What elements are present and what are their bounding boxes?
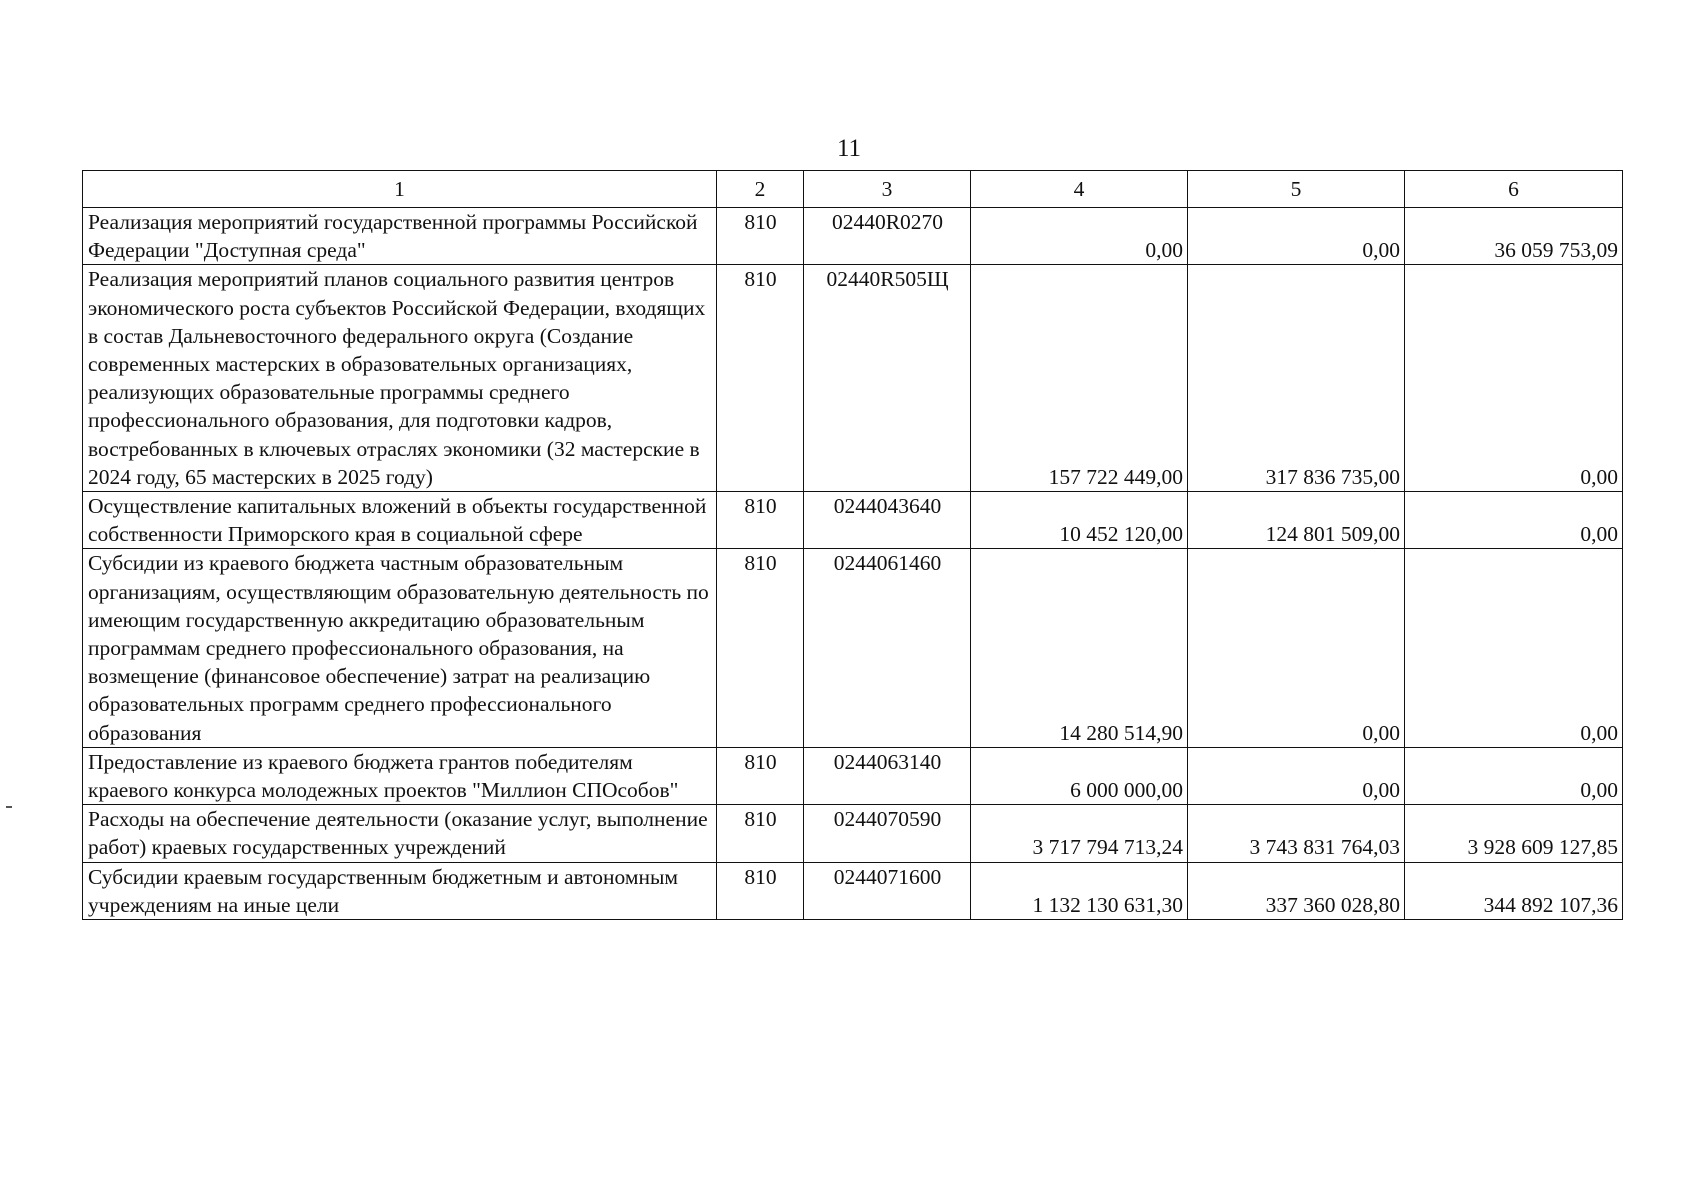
row-value-5: 124 801 509,00 <box>1188 492 1405 549</box>
table-header <box>83 171 1623 208</box>
table-row <box>83 265 1623 492</box>
row-code: 02440R505Щ <box>804 265 971 492</box>
row-ministry: 810 <box>717 549 804 747</box>
row-code: 02440R0270 <box>804 208 971 265</box>
row-value-4: 6 000 000,00 <box>971 747 1188 804</box>
row-ministry: 810 <box>717 747 804 804</box>
row-value-5: 0,00 <box>1188 549 1405 747</box>
row-name: Предоставление из краевого бюджета грантов победителям краевого конкурса молодежных проектов "Миллион СПОсобов" <box>83 747 717 804</box>
row-value-6: 344 892 107,36 <box>1405 862 1623 919</box>
row-ministry: 810 <box>717 265 804 492</box>
row-value-5: 0,00 <box>1188 747 1405 804</box>
row-value-6: 0,00 <box>1405 747 1623 804</box>
table-row <box>83 492 1623 549</box>
column-header-4: 4 <box>971 171 1188 208</box>
row-name: Реализация мероприятий планов социального развития центров экономического роста субъектов Российской Федерации, входящих в состав Дальневосточного федерального округа (Создание современных мастерских в образовательных организациях, реализующих образовательные программы среднего профессионального образования, для подготовки кадров, востребованных в ключевых отраслях экономики (32 мастерские в 2024 году, 65 мастерских в 2025 году) <box>83 265 717 492</box>
row-value-4: 10 452 120,00 <box>971 492 1188 549</box>
table-row <box>83 862 1623 919</box>
row-name: Субсидии краевым государственным бюджетным и автономным учреждениям на иные цели <box>83 862 717 919</box>
table-row <box>83 805 1623 862</box>
row-value-5: 317 836 735,00 <box>1188 265 1405 492</box>
row-name: Субсидии из краевого бюджета частным образовательным организациям, осуществляющим образовательную деятельность по имеющим государственную аккредитацию образовательным программам среднего профессионального образования, на возмещение (финансовое обеспечение) затрат на реализацию образовательных программ среднего профессионального образования <box>83 549 717 747</box>
column-header-6: 6 <box>1405 171 1623 208</box>
row-value-5: 3 743 831 764,03 <box>1188 805 1405 862</box>
row-name: Расходы на обеспечение деятельности (оказание услуг, выполнение работ) краевых государственных учреждений <box>83 805 717 862</box>
table-body <box>83 208 1623 920</box>
row-name: Реализация мероприятий государственной программы Российской Федерации "Доступная среда" <box>83 208 717 265</box>
row-value-5: 337 360 028,80 <box>1188 862 1405 919</box>
table-row <box>83 549 1623 747</box>
row-value-6: 0,00 <box>1405 549 1623 747</box>
row-ministry: 810 <box>717 862 804 919</box>
row-value-4: 0,00 <box>971 208 1188 265</box>
row-value-4: 14 280 514,90 <box>971 549 1188 747</box>
row-ministry: 810 <box>717 805 804 862</box>
table-row <box>83 208 1623 265</box>
row-value-6: 0,00 <box>1405 265 1623 492</box>
budget-table <box>82 170 1623 920</box>
header-row <box>83 171 1623 208</box>
column-header-1: 1 <box>83 171 717 208</box>
row-code: 0244063140 <box>804 747 971 804</box>
row-name: Осуществление капитальных вложений в объекты государственной собственности Приморского края в социальной сфере <box>83 492 717 549</box>
table-row <box>83 747 1623 804</box>
row-value-6: 0,00 <box>1405 492 1623 549</box>
row-value-4: 157 722 449,00 <box>971 265 1188 492</box>
row-value-6: 3 928 609 127,85 <box>1405 805 1623 862</box>
row-ministry: 810 <box>717 492 804 549</box>
row-value-4: 3 717 794 713,24 <box>971 805 1188 862</box>
column-header-5: 5 <box>1188 171 1405 208</box>
page-number: 11 <box>836 135 862 162</box>
row-ministry: 810 <box>717 208 804 265</box>
row-value-6: 36 059 753,09 <box>1405 208 1623 265</box>
row-value-5: 0,00 <box>1188 208 1405 265</box>
column-header-2: 2 <box>717 171 804 208</box>
row-value-4: 1 132 130 631,30 <box>971 862 1188 919</box>
row-code: 0244061460 <box>804 549 971 747</box>
row-code: 0244043640 <box>804 492 971 549</box>
scan-speck <box>6 806 12 808</box>
column-header-3: 3 <box>804 171 971 208</box>
row-code: 0244070590 <box>804 805 971 862</box>
row-code: 0244071600 <box>804 862 971 919</box>
